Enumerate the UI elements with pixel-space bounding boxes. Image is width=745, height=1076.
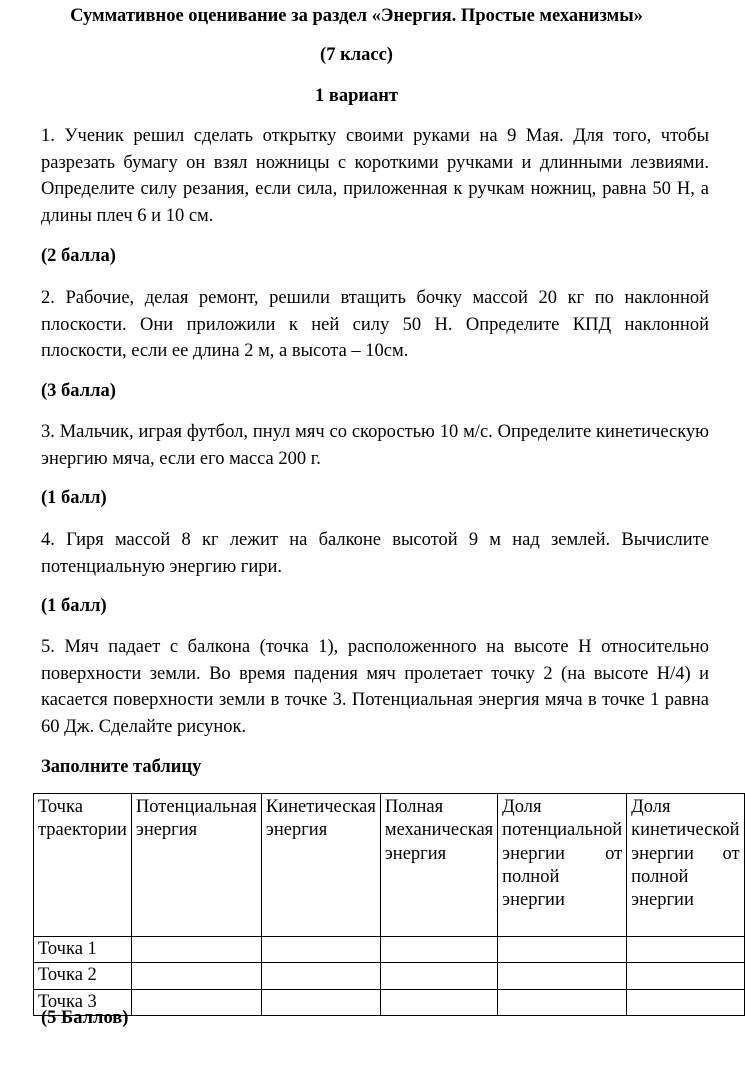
table-row <box>34 989 745 1015</box>
empty-cell[interactable] <box>131 963 261 989</box>
empty-cell[interactable] <box>131 989 261 1015</box>
table-caption: Заполните таблицу <box>41 757 202 777</box>
worksheet-title: Суммативное оценивание за раздел «Энергия. Простые механизмы» <box>70 6 643 26</box>
question-1-score: (2 балла) <box>41 246 116 266</box>
question-2-text: 2. Рабочие, делая ремонт, решили втащить бочку массой 20 кг по наклонной плоскости. Они приложили к ней силу 50 Н. Определите КПД наклонной плоскости, если ее длина 2 м, а высота – 10см. <box>41 288 709 362</box>
question-2-score: (3 балла) <box>41 381 116 401</box>
table-row <box>34 937 745 963</box>
energy-table <box>33 793 745 1016</box>
empty-cell[interactable] <box>380 963 497 989</box>
empty-cell[interactable] <box>498 989 627 1015</box>
point-1-label: Точка 1 <box>34 937 132 963</box>
empty-cell[interactable] <box>380 989 497 1015</box>
table-row <box>34 963 745 989</box>
header-cell <box>627 794 744 937</box>
question-5-score: (5 Баллов) <box>41 1008 129 1028</box>
empty-cell[interactable] <box>627 937 744 963</box>
question-4-score: (1 балл) <box>41 596 107 616</box>
header-cell <box>261 794 380 937</box>
variant-label: 1 вариант <box>314 86 399 106</box>
header-total: Полная механическая энергия <box>384 797 494 864</box>
question-5-text: 5. Мяч падает с балкона (точка 1), расположенного на высоте Н относительно поверхности земли. Во время падения мяч пролетает точку 2 (на высоте Н/4) и касается поверхности земли в точке 3. Потенциальная энергия мяча в точке 1 равна 60 Дж. Сделайте рисунок. <box>41 637 709 738</box>
header-potential-share: Доля потенциальной энергии от полной энергии <box>502 797 623 911</box>
header-point: Точка траектории <box>38 797 127 841</box>
question-1-text: 1. Ученик решил сделать открытку своими руками на 9 Мая. Для того, чтобы разрезать бумагу он взял ножницы с короткими ручками и длинными лезвиями. Определите силу резания, если сила, приложенная к ручкам ножниц, равна 50 Н, а длины плеч 6 и 10 см. <box>41 126 709 227</box>
question-4-text: 4. Гиря массой 8 кг лежит на балконе высотой 9 м над землей. Вычислите потенциальную энергию гири. <box>41 530 709 577</box>
grade-label: (7 класс) <box>320 45 393 65</box>
header-cell <box>34 794 132 937</box>
header-cell <box>498 794 627 937</box>
empty-cell[interactable] <box>261 989 380 1015</box>
empty-cell[interactable] <box>131 937 261 963</box>
point-3-label: Точка 3 <box>34 989 132 1015</box>
empty-cell[interactable] <box>380 937 497 963</box>
empty-cell[interactable] <box>261 937 380 963</box>
empty-cell[interactable] <box>498 963 627 989</box>
empty-cell[interactable] <box>261 963 380 989</box>
header-kinetic: Кинетическая энергия <box>265 797 376 841</box>
header-potential: Потенциальная энергия <box>135 797 257 841</box>
question-3-score: (1 балл) <box>41 488 107 508</box>
empty-cell[interactable] <box>627 963 744 989</box>
question-3-text: 3. Мальчик, играя футбол, пнул мяч со скоростью 10 м/с. Определите кинетическую энергию мяча, если его масса 200 г. <box>41 422 709 469</box>
table-header-row <box>34 794 745 937</box>
header-kinetic-share: Доля кинетической энергии от полной энергии <box>631 797 740 911</box>
empty-cell[interactable] <box>498 937 627 963</box>
header-cell <box>131 794 261 937</box>
empty-cell[interactable] <box>627 989 744 1015</box>
header-cell <box>380 794 497 937</box>
point-2-label: Точка 2 <box>34 963 132 989</box>
